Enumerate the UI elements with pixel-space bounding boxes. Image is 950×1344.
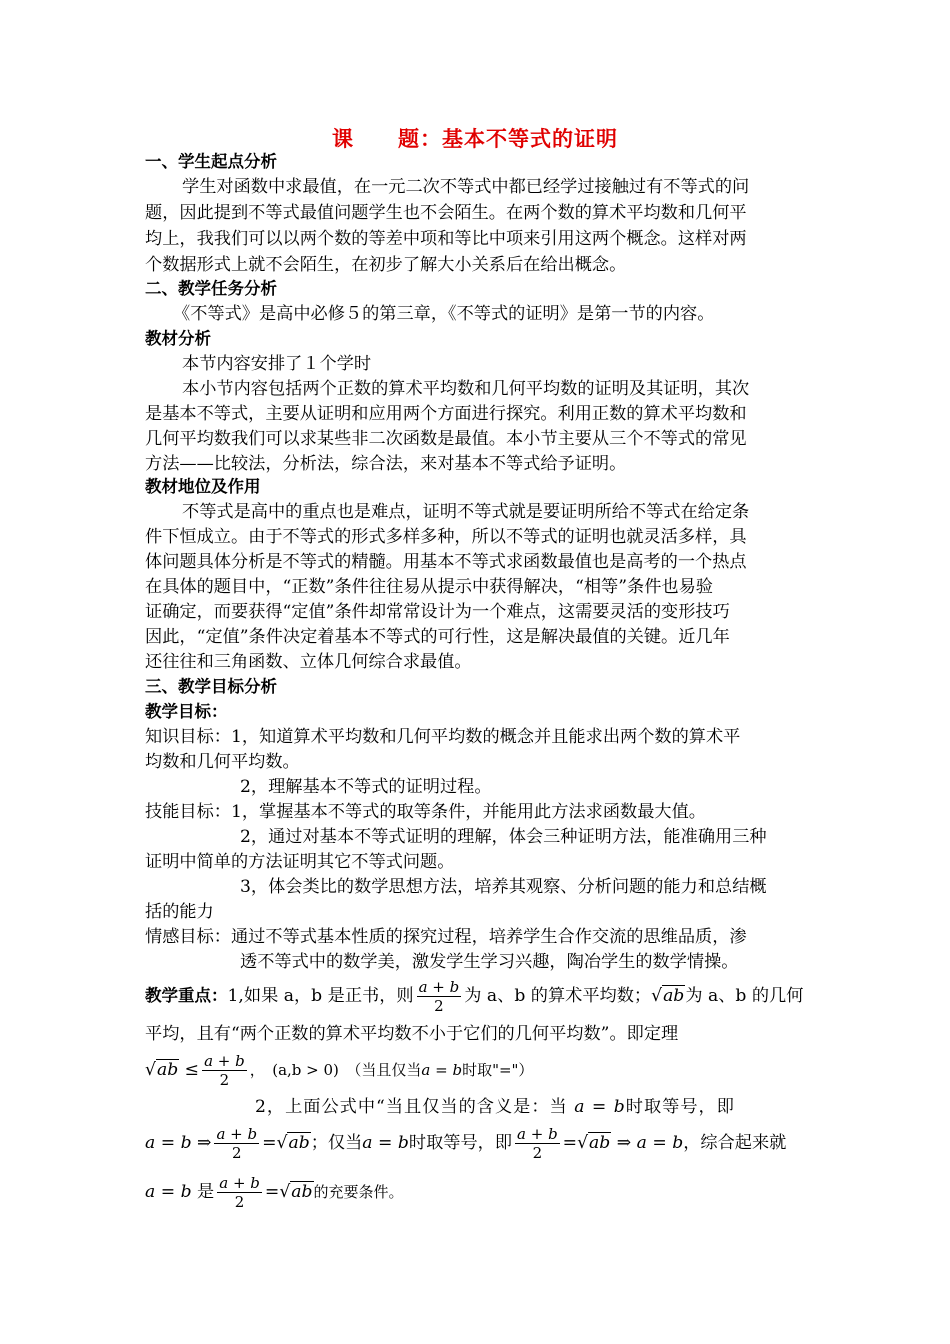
paragraph-line: 在具体的题目中，“正数”条件往往易从提示中获得解决，“相等”条件也易验 [145, 577, 713, 597]
fraction-mean [417, 978, 462, 1015]
inline-text: 是 [197, 1182, 215, 1202]
sqrt-ab: √ab [279, 1182, 313, 1202]
sqrt-arg: ab [288, 1133, 310, 1153]
fraction-denominator: 2 [234, 1193, 245, 1211]
fraction-denominator: 2 [434, 997, 444, 1015]
key-point-line [145, 976, 815, 1016]
inline-text: 为 a、b 的几何 [685, 986, 804, 1006]
paragraph-line: 本节内容安排了１个学时 [182, 354, 372, 374]
paragraph-line: 本小节内容包括两个正数的算术平均数和几何平均数的证明及其证明，其次 [182, 379, 750, 399]
eq-sign: = [262, 1133, 277, 1153]
eq-sign: = [264, 1182, 280, 1202]
paragraph-line: 证明中简单的方法证明其它不等式问题。 [145, 852, 455, 872]
theorem-line [145, 1050, 815, 1090]
paragraph-line: 体问题具体分析是不等式的精髓。用基本不等式求函数最值也是高考的一个热点 [145, 552, 747, 572]
sqrt-arg: ab [589, 1133, 611, 1153]
paragraph-line: 证确定，而要获得“定值”条件却常常设计为一个难点，这需要灵活的变形技巧 [145, 602, 730, 622]
paragraph-line: 均上，我我们可以以两个数的等差中项和等比中项来引用这两个概念。这样对两 [145, 229, 747, 249]
section-heading-1: 一、学生起点分析 [145, 152, 277, 171]
fraction-numerator: a + b [418, 978, 460, 996]
fraction-mean [515, 1125, 560, 1162]
paragraph-line: 不等式是高中的重点也是难点，证明不等式就是要证明所给不等式在给定条 [182, 502, 750, 522]
fraction-denominator: 2 [532, 1144, 543, 1162]
section-heading-3: 三、教学目标分析 [145, 677, 277, 696]
paragraph-line: 题，因此提到不等式最值问题学生也不会陌生。在两个数的算术平均数和几何平 [145, 203, 747, 223]
section-heading-2: 二、教学任务分析 [145, 279, 277, 298]
paragraph-line: 2，理解基本不等式的证明过程。 [240, 777, 492, 797]
fraction-mean [217, 1174, 262, 1211]
math-a-eq-b: a = b [421, 1061, 463, 1079]
sqrt-arg: ab [663, 986, 685, 1006]
inline-text: ， (a,b > 0) （当且仅当 [249, 1061, 422, 1079]
fraction-mean [214, 1125, 259, 1162]
subheading-goals: 教学目标： [145, 702, 228, 721]
paragraph-line: 几何平均数我们可以求某些非二次函数是最值。本小节主要从三个不等式的常见 [145, 429, 747, 449]
paragraph-line: 方法——比较法，分析法，综合法，来对基本不等式给予证明。 [145, 454, 627, 474]
paragraph-line: 件下恒成立。由于不等式的形式多样多种，所以不等式的证明也就灵活多样，具 [145, 527, 747, 547]
inline-text: 时取等号，即 [625, 1097, 735, 1117]
fraction-numerator: a + b [517, 1125, 558, 1143]
inline-text: 1,如果 a，b 是正书，则 [227, 986, 414, 1006]
paragraph-line: 《不等式》是高中必修５的第三章，《不等式的证明》是第一节的内容。 [173, 304, 715, 324]
math-a-eq-b: a = b [145, 1182, 192, 1202]
subheading-materials: 教材分析 [145, 329, 211, 348]
sqrt-ab: √ab [276, 1133, 310, 1153]
key-point-line-2 [255, 1095, 815, 1119]
fraction-mean [202, 1052, 247, 1089]
page-title: 课 题：基本不等式的证明 [332, 127, 618, 151]
sqrt-ab: √ab [145, 1060, 179, 1080]
math-a-eq-b: a = b [574, 1097, 626, 1117]
paragraph-line: 技能目标：1，掌握基本不等式的取等条件，并能用此方法求函数最大值。 [145, 802, 706, 822]
inline-text: ，综合起来就 [683, 1133, 787, 1153]
paragraph-line: 平均，且有“两个正数的算术平均数不小于它们的几何平均数”。即定理 [145, 1024, 679, 1044]
paragraph-line: 透不等式中的数学美，激发学生学习兴趣，陶冶学生的数学情操。 [240, 952, 739, 972]
fraction-numerator: a + b [216, 1125, 258, 1143]
sqrt-arg: ab [291, 1182, 313, 1202]
inline-text: 为 a、b 的算术平均数； [464, 986, 652, 1006]
paragraph-line: 因此，“定值”条件决定着基本不等式的可行性，这是解决最值的关键。近几年 [145, 627, 730, 647]
paragraph-line: 均数和几何平均数。 [145, 752, 300, 772]
implies-sign: ⇒ [197, 1133, 212, 1153]
fraction-denominator: 2 [232, 1144, 242, 1162]
paragraph-line: 情感目标：通过不等式基本性质的探究过程，培养学生合作交流的思维品质，渗 [145, 927, 747, 947]
math-a-eq-b: a = b [636, 1133, 684, 1153]
inline-text: 2，上面公式中“当且仅当的含义是：当 [255, 1097, 568, 1117]
sqrt-ab: √ab [651, 986, 685, 1006]
key-point-label: 教学重点： [145, 986, 228, 1005]
inline-text: 时取"="） [462, 1061, 534, 1079]
fraction-denominator: 2 [219, 1071, 230, 1089]
inline-text: 时取等号，即 [408, 1133, 513, 1153]
paragraph-line: 括的能力 [145, 902, 214, 922]
leq-sign: ≤ [184, 1060, 200, 1080]
final-line [145, 1172, 815, 1212]
subheading-position: 教材地位及作用 [145, 477, 261, 496]
fraction-numerator: a + b [219, 1174, 260, 1192]
math-a-eq-b: a = b [145, 1133, 192, 1153]
inline-text: ；仅当 [310, 1133, 363, 1153]
implies-sign: ⇒ [616, 1133, 632, 1153]
paragraph-line: 是基本不等式，主要从证明和应用两个方面进行探究。利用正数的算术平均数和 [145, 404, 747, 424]
inline-text: 的充要条件。 [313, 1183, 404, 1201]
equivalence-line [145, 1123, 815, 1163]
paragraph-line: 知识目标：1，知道算术平均数和几何平均数的概念并且能求出两个数的算术平 [145, 727, 741, 747]
paragraph-line: 2，通过对基本不等式证明的理解，体会三种证明方法，能准确用三种 [240, 827, 767, 847]
sqrt-arg: ab [156, 1060, 179, 1080]
paragraph-line: 还往往和三角函数、立体几何综合求最值。 [145, 652, 472, 672]
paragraph-line: 3，体会类比的数学思想方法，培养其观察、分析问题的能力和总结概 [240, 877, 767, 897]
eq-sign: = [562, 1133, 578, 1153]
sqrt-ab: √ab [577, 1133, 611, 1153]
paragraph-line: 个数据形式上就不会陌生，在初步了解大小关系后在给出概念。 [145, 255, 627, 275]
paragraph-line: 学生对函数中求最值，在一元二次不等式中都已经学过接触过有不等式的问 [182, 177, 750, 197]
fraction-numerator: a + b [204, 1052, 245, 1070]
math-a-eq-b: a = b [362, 1133, 409, 1153]
